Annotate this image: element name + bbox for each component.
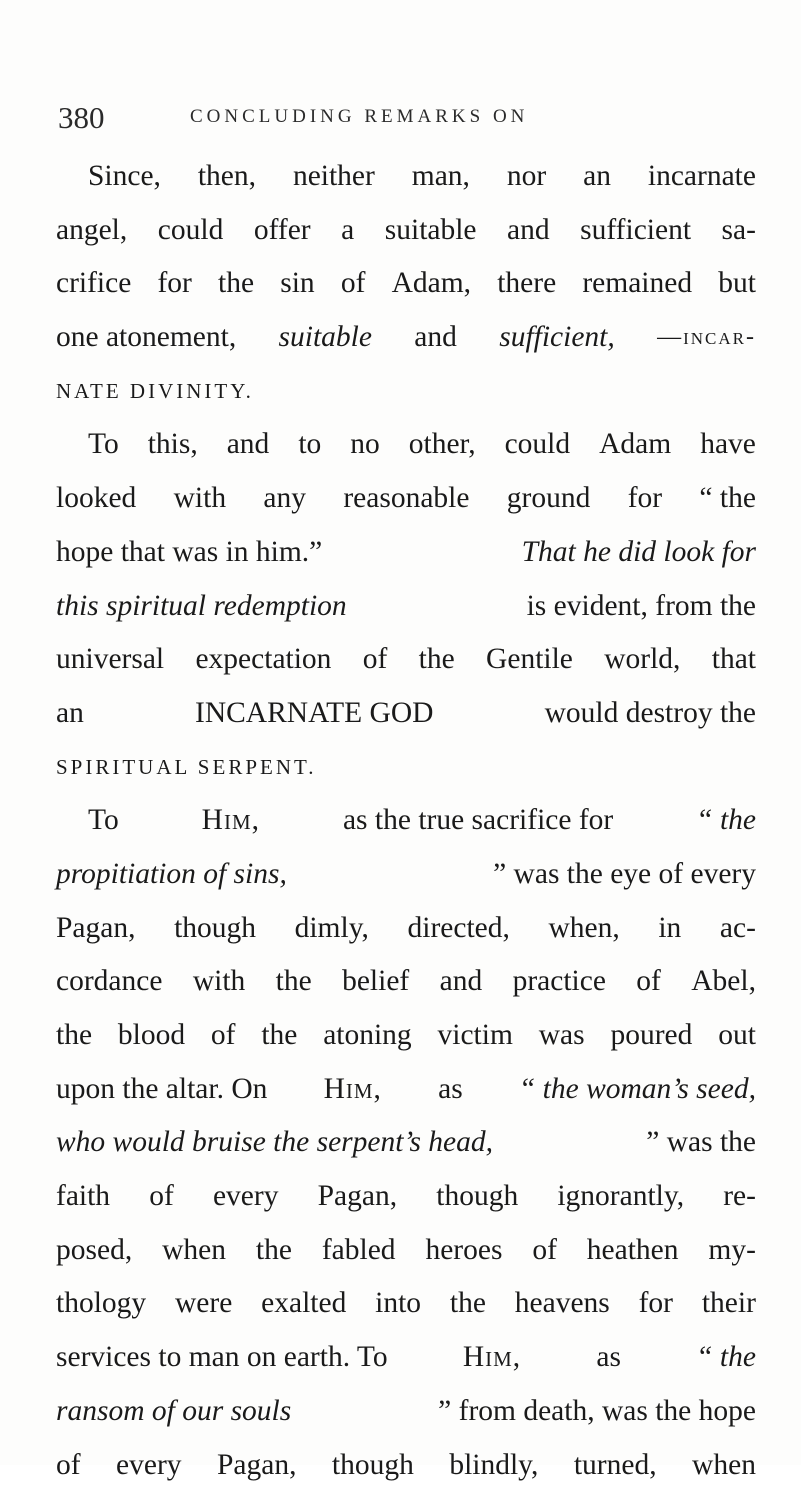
text-line: To Him, as the true sacrifice for “ the bbox=[56, 794, 756, 848]
italic-text: “ the bbox=[696, 1331, 756, 1385]
text-line bbox=[56, 365, 756, 419]
italic-text: who would bruise the serpent’s head, bbox=[56, 1116, 493, 1170]
text-line: hope that was in him.” That he did look for bbox=[56, 526, 756, 580]
body-text bbox=[56, 150, 756, 1492]
small-caps-text: Him, bbox=[463, 1331, 521, 1385]
text-line: universal expectation of the Gentile world, that bbox=[56, 633, 756, 687]
page-header bbox=[58, 100, 748, 140]
text-line: Pagan, though dimly, directed, when, in ac- bbox=[56, 902, 756, 956]
text-line: an INCARNATE GOD would destroy the bbox=[56, 687, 756, 741]
text-line bbox=[56, 741, 756, 795]
text-line: propitiation of sins, ” was the eye of every bbox=[56, 848, 756, 902]
small-caps-text: —incar- bbox=[657, 311, 756, 365]
text-line: thology were exalted into the heavens for their bbox=[56, 1277, 756, 1331]
small-caps-text: SPIRITUAL SERPENT. bbox=[56, 741, 317, 795]
text-line: services to man on earth. To Him, as “ the bbox=[56, 1331, 756, 1385]
page-number: 380 bbox=[58, 100, 105, 136]
text-line: of every Pagan, though blindly, turned, when bbox=[56, 1439, 756, 1492]
small-caps-text: Him, bbox=[202, 794, 260, 848]
text-line: To this, and to no other, could Adam have bbox=[56, 418, 756, 472]
text-line: upon the altar. On Him, as “ the woman’s seed, bbox=[56, 1063, 756, 1117]
italic-text: “ the woman’s seed, bbox=[519, 1063, 756, 1117]
small-caps-text: Him, bbox=[324, 1063, 382, 1117]
capitalized-phrase: INCARNATE GOD bbox=[195, 687, 433, 741]
running-head: CONCLUDING REMARKS ON bbox=[190, 106, 528, 128]
italic-text: “ the bbox=[696, 794, 756, 848]
italic-text: this spiritual redemption bbox=[56, 580, 347, 634]
italic-text: sufficient, bbox=[499, 311, 615, 365]
text-line: the blood of the atoning victim was poured out bbox=[56, 1009, 756, 1063]
text-line: one atonement, suitable and sufficient, —incar- bbox=[56, 311, 756, 365]
text-line: angel, could offer a suitable and sufficient sa- bbox=[56, 204, 756, 258]
italic-text: propitiation of sins, bbox=[56, 848, 287, 902]
text-line: ransom of our souls ” from death, was the hope bbox=[56, 1385, 756, 1439]
small-caps-text: NATE DIVINITY. bbox=[56, 365, 254, 419]
italic-text: That he did look for bbox=[522, 526, 756, 580]
text-line: crifice for the sin of Adam, there remained but bbox=[56, 257, 756, 311]
italic-text: ransom of our souls bbox=[56, 1385, 291, 1439]
italic-text: suitable bbox=[279, 311, 372, 365]
text-line: looked with any reasonable ground for “ the bbox=[56, 472, 756, 526]
text-line: cordance with the belief and practice of Abel, bbox=[56, 955, 756, 1009]
text-line: this spiritual redemption is evident, from the bbox=[56, 580, 756, 634]
text-line: Since, then, neither man, nor an incarnate bbox=[56, 150, 756, 204]
text-line: who would bruise the serpent’s head, ” was the bbox=[56, 1116, 756, 1170]
text-line: faith of every Pagan, though ignorantly, re- bbox=[56, 1170, 756, 1224]
text-line: posed, when the fabled heroes of heathen my- bbox=[56, 1224, 756, 1278]
